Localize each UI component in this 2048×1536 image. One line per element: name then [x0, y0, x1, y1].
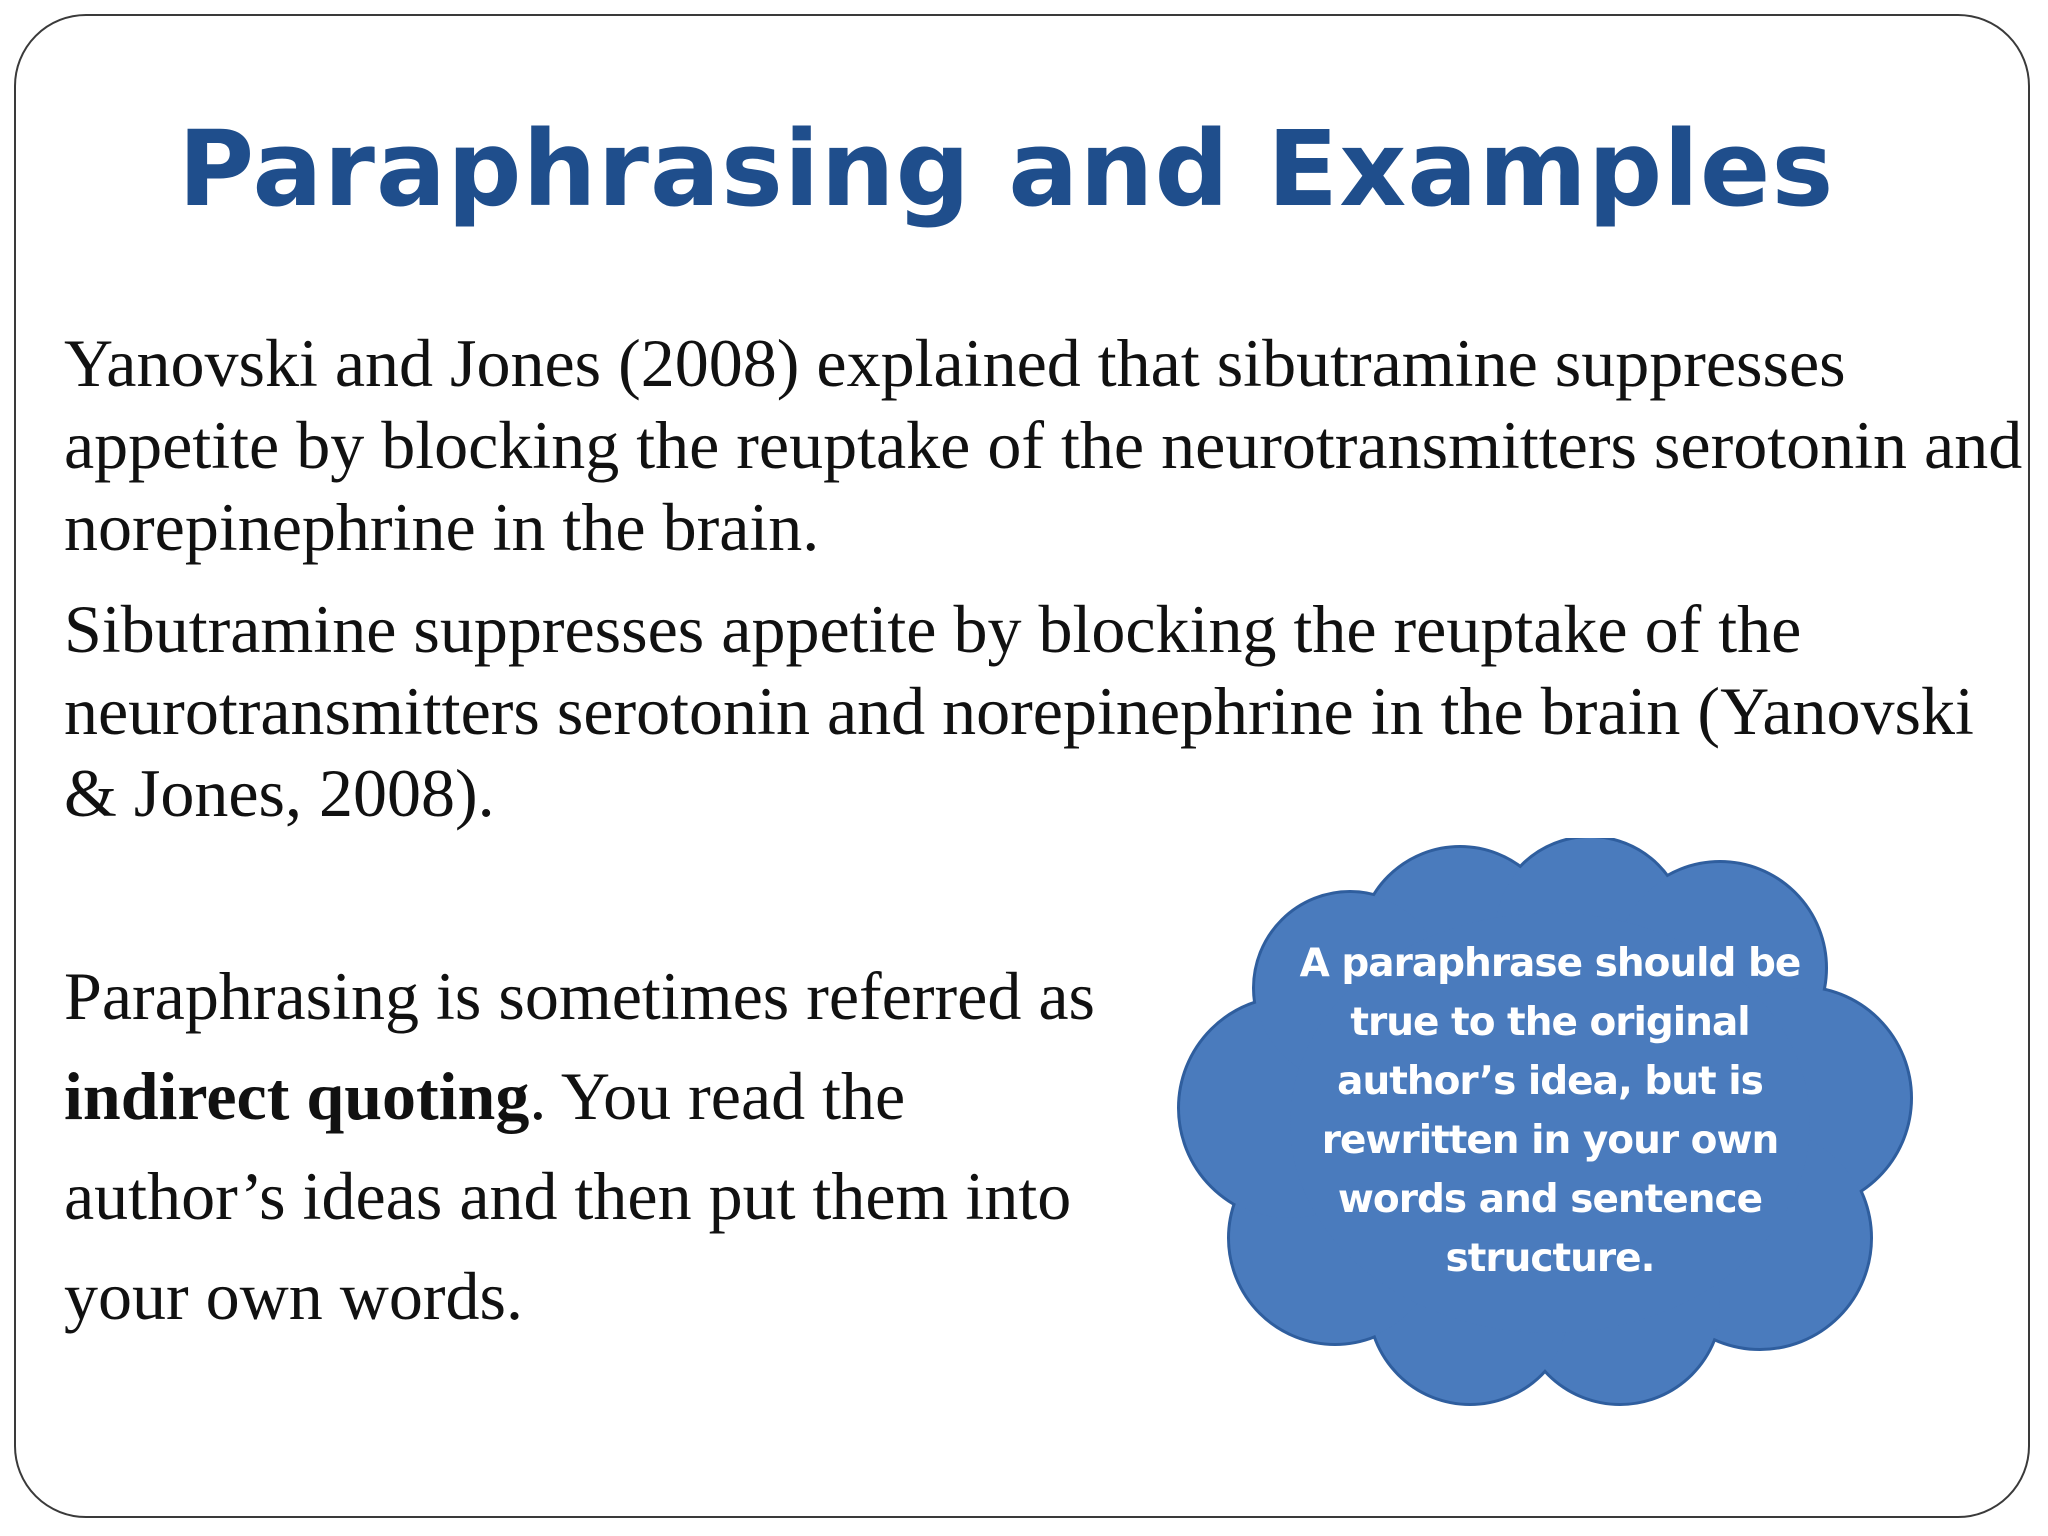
paragraph-original-citation: Yanovski and Jones (2008) explained that sibutramine suppresses appetite by blocking the reuptake of the neurotransmitters serotonin and norepinephrine in the brain. — [64, 325, 2023, 565]
cloud-callout — [1160, 838, 1940, 1408]
cloud-callout-text: A paraphrase should be true to the original author’s idea, but is rewritten in your own words and sentence structure. — [1299, 941, 1801, 1281]
paragraph-text-after: . You read the author’s ideas and then put them into your own words. — [64, 1058, 1072, 1334]
slide-title: Paraphrasing and Examples — [178, 108, 1835, 230]
indirect-quoting-term: indirect quoting — [64, 1058, 530, 1134]
paragraph-parenthetical-citation: Sibutramine suppresses appetite by blocking the reuptake of the neurotransmitters serotonin and norepinephrine in the brain (Yanovski & Jones, 2008). — [64, 591, 1974, 831]
paragraph-text-before: Paraphrasing is sometimes referred as — [64, 958, 1095, 1034]
paragraph-indirect-quoting — [64, 946, 1124, 1346]
